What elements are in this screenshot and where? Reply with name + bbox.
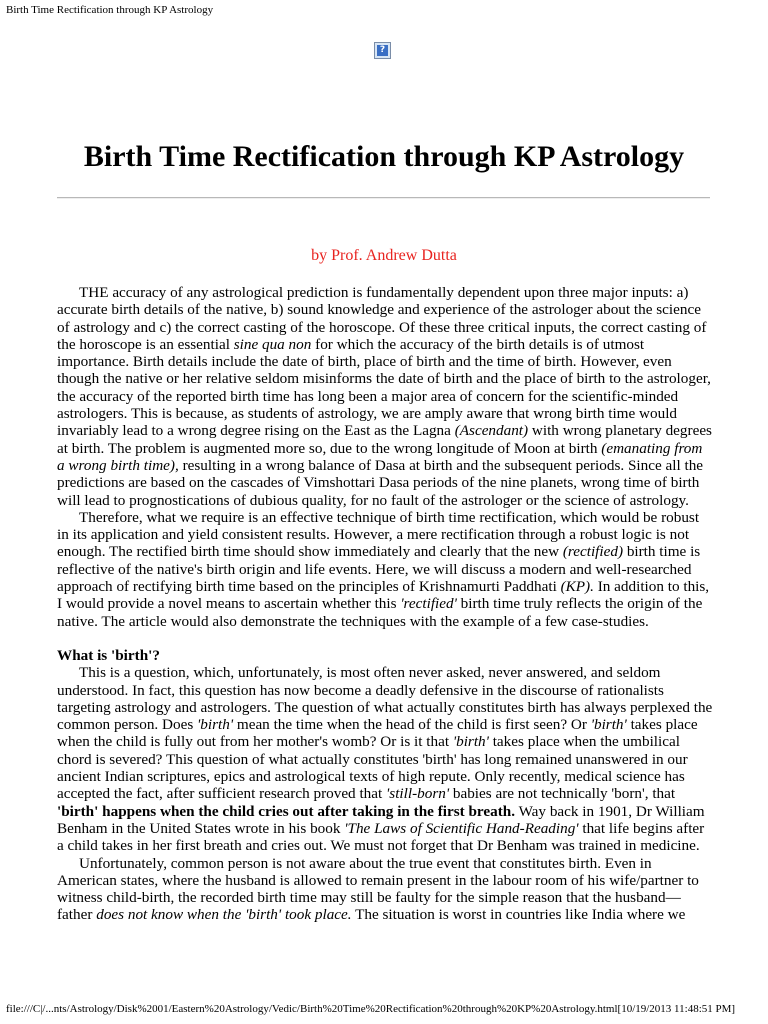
bold-text: 'birth' happens when the child cries out after taking in the first breath. bbox=[57, 802, 516, 820]
text-run: Therefore, what we require is an effective technique of birth time rectification, which would be robust in its application and yield consistent results. However, a mere rectification through a robust logic is not enough. The rectified birth time should show immediately and clearly that the new bbox=[57, 508, 700, 561]
italic-text: (rectified) bbox=[562, 543, 624, 561]
paragraph-what-is-birth bbox=[57, 664, 713, 854]
broken-image-icon[interactable] bbox=[374, 42, 391, 59]
text-run: resulting in a wrong balance of Dasa at birth and the subsequent periods. Since all the predictions are based on the cascades of Vimshottari Dasa periods of the nine planets, wrong time of birth will lead to prognostications of dubious quality, for no fault of the astrologer or the science of astrology. bbox=[57, 456, 704, 509]
italic-text: (emanating from a wrong birth time), bbox=[57, 439, 703, 474]
paragraph-requirement bbox=[57, 509, 713, 630]
text-run: THE accuracy of any astrological prediction is fundamentally dependent upon three major inputs: a) accurate birth details of the native, b) sound knowledge and experience of the astrologer about the science of astrology and c) the correct casting of the horoscope. Of these three critical inputs, the correct casting of the horoscope is an essential bbox=[57, 284, 707, 353]
italic-text: 'birth' bbox=[452, 733, 489, 751]
italic-text: sine qua non bbox=[233, 335, 312, 353]
text-run: takes place when the umbilical chord is severed? This question of what actually constitutes 'birth' has long remained unanswered in our ancient Indian scriptures, epics and astrological texts of high repute. Only recently, medical science has accepted the fact, after sufficient research proved that bbox=[57, 733, 688, 803]
italic-text: 'The Laws of Scientific Hand-Reading' bbox=[344, 819, 579, 837]
section-heading: What is 'birth'? bbox=[57, 646, 160, 664]
text-run: Unfortunately, common person is not aware about the true event that constitutes birth. Even in American states, where the husband is allowed to remain present in the labour room of his wife/partner to witness child-birth, the recorded birth time may still be faulty for the simple reason that the husband—father bbox=[57, 854, 699, 924]
italic-text: 'birth' bbox=[590, 716, 627, 734]
italic-text: 'birth' bbox=[197, 716, 234, 734]
text-run: birth time is reflective of the native's birth origin and life events. Here, we will discuss a modern and well-researched approach of rectifying birth time based on the principles of Krishnamurti Paddhati bbox=[57, 543, 701, 596]
question-mark-glyph: ? bbox=[377, 45, 388, 56]
italic-text: 'rectified' bbox=[400, 595, 457, 613]
text-run: that life begins after a child takes in her first breath and cries out. We must not forget that Dr Benham was trained in medicine. bbox=[57, 819, 705, 855]
article-body bbox=[57, 284, 713, 924]
text-run: babies are not technically 'born', that bbox=[449, 785, 676, 803]
italic-text: 'still-born' bbox=[386, 785, 450, 803]
text-run: birth time truly reflects the origin of the native. The article would also demonstrate the techniques with the example of a few case-studies. bbox=[57, 595, 703, 630]
text-run: with wrong planetary degrees at birth. The problem is augmented more so, due to the wrong longitude of Moon at birth bbox=[57, 422, 712, 457]
page-title: Birth Time Rectification through KP Astrology bbox=[83, 140, 685, 173]
italic-text: does not know when the 'birth' took place. bbox=[96, 906, 352, 924]
print-header: Birth Time Rectification through KP Astrology bbox=[6, 4, 214, 16]
text-run: In addition to this, I would provide a novel means to ascertain whether this bbox=[57, 578, 710, 613]
author-byline: by Prof. Andrew Dutta bbox=[311, 247, 457, 264]
paragraph-intro bbox=[57, 284, 713, 509]
text-run: takes place when the child is fully out from her mother's womb? Or is it that bbox=[57, 716, 698, 751]
print-footer-url: file:///C|/...nts/Astrology/Disk%2001/Eastern%20Astrology/Vedic/Birth%20Time%20Rectification%20through%20KP%20Astrology.html[10/19/2013 11:48:51 PM] bbox=[6, 1003, 736, 1015]
text-run: mean the time when the head of the child is first seen? Or bbox=[233, 716, 591, 734]
text-run: The situation is worst in countries like India where we bbox=[351, 906, 686, 924]
horizontal-rule bbox=[57, 197, 710, 199]
text-run: Way back in 1901, Dr William Benham in the United States wrote in his book bbox=[57, 802, 705, 837]
italic-text: (KP). bbox=[560, 578, 594, 596]
paragraph-common-person bbox=[57, 855, 713, 924]
text-run: This is a question, which, unfortunately, is most often never asked, never answered, and seldom understood. In fact, this question has now become a deadly defensive in the discourse of rationalists targeting astrology and astrologers. The question of what actually constitutes birth has always perplexed the common person. Does bbox=[57, 664, 713, 734]
italic-text: (Ascendant) bbox=[454, 422, 529, 440]
text-run: for which the accuracy of the birth details is of utmost importance. Birth details include the date of birth, place of birth and the time of birth. However, even though the native or her relative seldom misinforms the date of birth and the place of birth to the astrologer, the accuracy of the reported birth time has long been a major area of concern for the scientific-minded astrologers. This is because, as students of astrology, we are amply aware that wrong birth time would invariably lead to a wrong degree rising on the East as the Lagna bbox=[57, 335, 711, 440]
